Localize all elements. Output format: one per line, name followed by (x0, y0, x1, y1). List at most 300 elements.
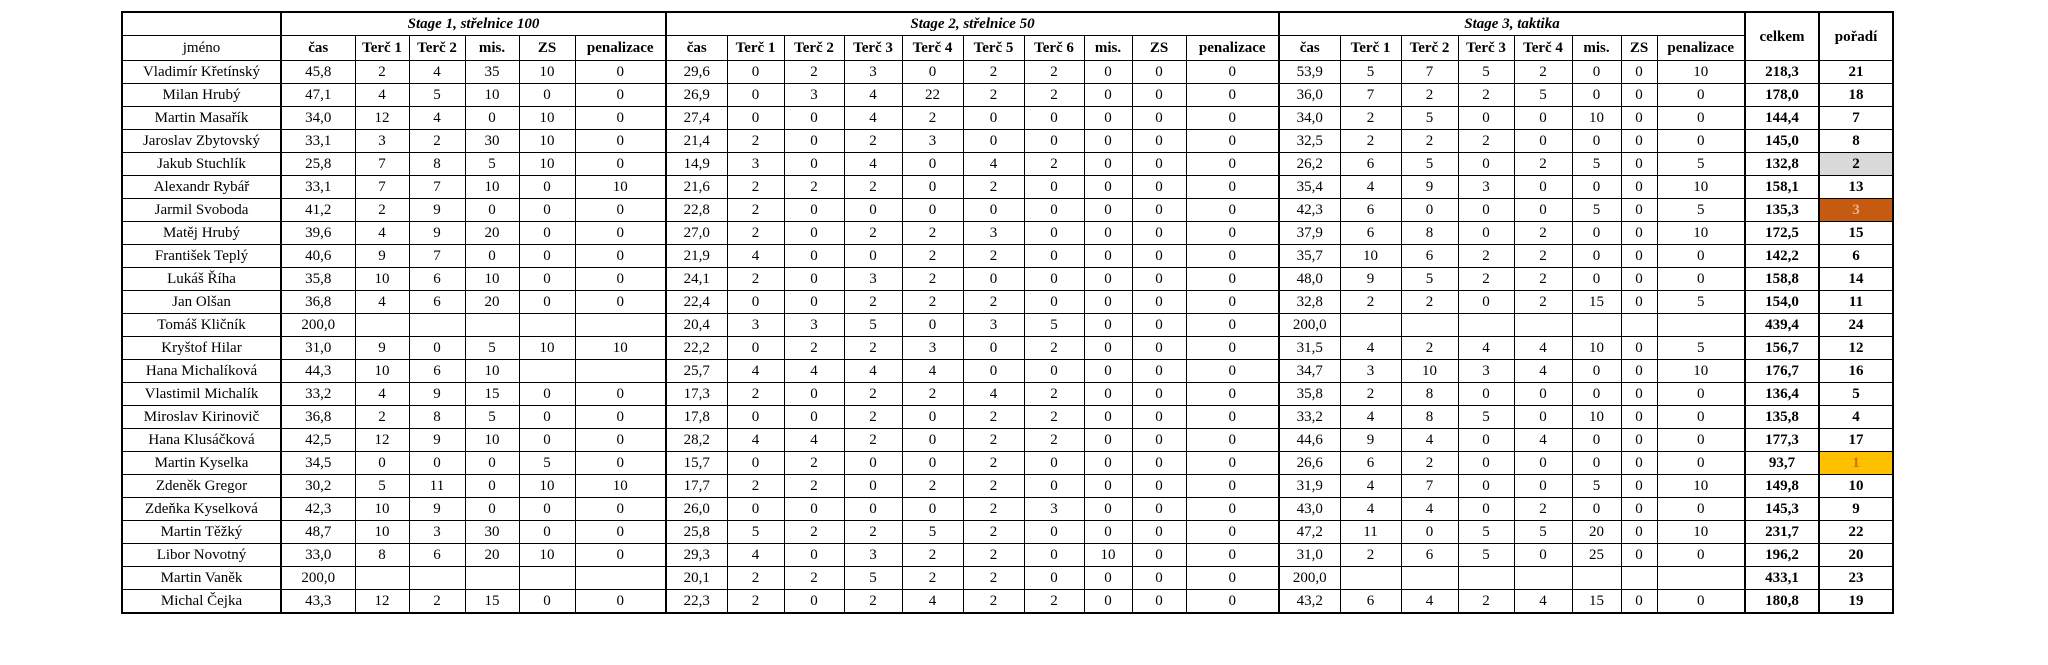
s2-cell: 0 (1024, 291, 1084, 314)
s3-cell: 5 (1572, 199, 1621, 222)
s3-cell: 6 (1340, 590, 1401, 614)
s2-cell: 2 (963, 429, 1024, 452)
s3-cell: 31,5 (1279, 337, 1340, 360)
s1-cell: 33,2 (281, 383, 355, 406)
s3-cell: 2 (1514, 291, 1572, 314)
s3-cell (1401, 567, 1458, 590)
s2-cell: 0 (902, 452, 963, 475)
s2-cell: 0 (902, 199, 963, 222)
s1-cell: 0 (575, 130, 666, 153)
s3-cell (1657, 567, 1745, 590)
s1-cell: 8 (355, 544, 409, 567)
s2-cell: 21,4 (666, 130, 727, 153)
s1-cell: 0 (519, 176, 575, 199)
s3-cell: 0 (1572, 222, 1621, 245)
rank-cell: 10 (1819, 475, 1893, 498)
s2-cell: 0 (1084, 176, 1132, 199)
s2-cell: 2 (963, 498, 1024, 521)
s3-cell: 0 (1621, 475, 1657, 498)
s1-cell: 10 (575, 475, 666, 498)
s2-cell: 0 (784, 383, 844, 406)
competitor-name: Hana Michalíková (122, 360, 281, 383)
stage2-col-header: Terč 5 (963, 36, 1024, 61)
rank-cell: 22 (1819, 521, 1893, 544)
table-row (122, 475, 1893, 498)
s2-cell: 0 (1084, 498, 1132, 521)
competitor-name: Zdeněk Gregor (122, 475, 281, 498)
results-sheet (121, 11, 1894, 614)
s1-cell: 10 (465, 268, 519, 291)
s1-cell: 0 (409, 452, 465, 475)
s1-cell: 5 (355, 475, 409, 498)
s3-cell: 5 (1514, 521, 1572, 544)
s2-cell: 0 (1186, 521, 1279, 544)
s1-cell: 0 (355, 452, 409, 475)
s2-cell: 2 (902, 107, 963, 130)
s3-cell: 10 (1657, 521, 1745, 544)
s3-cell: 0 (1621, 199, 1657, 222)
s1-cell (409, 567, 465, 590)
s3-cell: 5 (1657, 199, 1745, 222)
s1-cell: 30,2 (281, 475, 355, 498)
s2-cell: 0 (1186, 107, 1279, 130)
s2-cell: 5 (902, 521, 963, 544)
s3-cell: 20 (1572, 521, 1621, 544)
s2-cell: 2 (963, 475, 1024, 498)
s3-cell: 0 (1657, 429, 1745, 452)
s2-cell: 0 (1132, 199, 1186, 222)
s1-cell (355, 314, 409, 337)
rank-header: pořadí (1819, 12, 1893, 61)
s2-cell: 2 (963, 521, 1024, 544)
s2-cell: 0 (1024, 107, 1084, 130)
s3-cell: 4 (1340, 475, 1401, 498)
s1-cell: 12 (355, 590, 409, 614)
s2-cell: 4 (727, 544, 784, 567)
s2-cell: 2 (844, 130, 902, 153)
competitor-name: Martin Kyselka (122, 452, 281, 475)
s1-cell: 35 (465, 61, 519, 84)
s1-cell: 0 (575, 498, 666, 521)
s3-cell: 0 (1621, 521, 1657, 544)
s1-cell: 7 (355, 153, 409, 176)
s1-cell: 10 (355, 521, 409, 544)
s3-cell: 5 (1458, 406, 1514, 429)
s3-cell: 2 (1514, 498, 1572, 521)
table-row (122, 429, 1893, 452)
s2-cell: 0 (1132, 567, 1186, 590)
s2-cell: 0 (1132, 245, 1186, 268)
competitor-name: Jarmil Svoboda (122, 199, 281, 222)
s3-cell: 0 (1657, 498, 1745, 521)
s1-cell (519, 360, 575, 383)
s3-cell: 5 (1458, 521, 1514, 544)
s1-cell: 15 (465, 590, 519, 614)
s1-cell: 10 (355, 498, 409, 521)
s2-cell: 0 (902, 176, 963, 199)
s2-cell: 2 (844, 406, 902, 429)
s1-cell: 6 (409, 268, 465, 291)
s2-cell: 2 (844, 429, 902, 452)
s1-cell: 20 (465, 222, 519, 245)
s2-cell: 20,4 (666, 314, 727, 337)
s3-cell: 10 (1340, 245, 1401, 268)
s2-cell: 4 (963, 153, 1024, 176)
s2-cell: 2 (844, 521, 902, 544)
s3-cell: 0 (1514, 199, 1572, 222)
s3-cell: 2 (1514, 61, 1572, 84)
s1-cell: 10 (519, 107, 575, 130)
s2-cell: 0 (844, 199, 902, 222)
s1-cell: 0 (575, 84, 666, 107)
s3-cell: 0 (1458, 291, 1514, 314)
s2-cell: 2 (784, 452, 844, 475)
s2-cell: 2 (1024, 590, 1084, 614)
s3-cell: 26,2 (1279, 153, 1340, 176)
s1-cell: 0 (519, 521, 575, 544)
s2-cell: 0 (902, 406, 963, 429)
s2-cell: 2 (963, 84, 1024, 107)
s1-cell: 36,8 (281, 291, 355, 314)
s3-cell: 2 (1458, 130, 1514, 153)
s3-cell: 0 (1572, 61, 1621, 84)
s1-cell: 34,0 (281, 107, 355, 130)
s2-cell: 0 (727, 337, 784, 360)
column-header-row (122, 36, 1893, 61)
s2-cell: 0 (1186, 475, 1279, 498)
s3-cell: 0 (1657, 452, 1745, 475)
s2-cell: 2 (1024, 429, 1084, 452)
s2-cell: 0 (727, 498, 784, 521)
stage3-col-header: čas (1279, 36, 1340, 61)
s3-cell: 0 (1621, 130, 1657, 153)
s1-cell: 9 (355, 337, 409, 360)
s3-cell: 0 (1514, 452, 1572, 475)
rank-cell: 9 (1819, 498, 1893, 521)
s1-cell: 0 (519, 199, 575, 222)
s3-cell: 43,2 (1279, 590, 1340, 614)
s2-cell: 3 (727, 314, 784, 337)
s1-cell: 200,0 (281, 567, 355, 590)
rank-cell: 20 (1819, 544, 1893, 567)
s3-cell: 0 (1572, 383, 1621, 406)
rank-cell: 16 (1819, 360, 1893, 383)
s1-cell: 0 (409, 337, 465, 360)
s3-cell: 43,0 (1279, 498, 1340, 521)
competitor-name: František Teplý (122, 245, 281, 268)
s3-cell: 2 (1401, 84, 1458, 107)
s2-cell: 0 (844, 498, 902, 521)
s2-cell: 0 (1084, 452, 1132, 475)
s1-cell: 42,3 (281, 498, 355, 521)
s3-cell: 2 (1401, 452, 1458, 475)
s1-cell (519, 567, 575, 590)
s3-cell: 0 (1621, 222, 1657, 245)
s2-cell: 0 (1186, 590, 1279, 614)
s2-cell: 0 (1186, 199, 1279, 222)
s2-cell: 0 (1024, 222, 1084, 245)
s3-cell: 0 (1621, 61, 1657, 84)
s2-cell: 4 (844, 153, 902, 176)
name-column-header: jméno (122, 36, 281, 61)
s2-cell: 0 (1186, 429, 1279, 452)
s2-cell: 0 (1186, 383, 1279, 406)
s1-cell: 2 (355, 199, 409, 222)
total-score: 142,2 (1745, 245, 1819, 268)
table-row (122, 130, 1893, 153)
s3-cell: 5 (1514, 84, 1572, 107)
s1-cell (519, 314, 575, 337)
s1-cell: 41,2 (281, 199, 355, 222)
s2-cell: 0 (727, 406, 784, 429)
s3-cell: 0 (1621, 383, 1657, 406)
stage2-col-header: čas (666, 36, 727, 61)
s1-cell: 45,8 (281, 61, 355, 84)
s3-cell: 0 (1621, 107, 1657, 130)
stage1-col-header: Terč 1 (355, 36, 409, 61)
s2-cell: 2 (963, 291, 1024, 314)
s2-cell: 0 (1186, 130, 1279, 153)
s3-cell: 0 (1458, 153, 1514, 176)
s2-cell: 0 (1132, 268, 1186, 291)
stage3-header: Stage 3, taktika (1279, 12, 1745, 36)
s3-cell: 2 (1514, 268, 1572, 291)
s1-cell: 11 (409, 475, 465, 498)
stage2-header: Stage 2, střelnice 50 (666, 12, 1279, 36)
table-row (122, 337, 1893, 360)
s3-cell: 10 (1657, 61, 1745, 84)
s3-cell: 0 (1621, 153, 1657, 176)
s3-cell: 4 (1514, 360, 1572, 383)
s1-cell (465, 567, 519, 590)
s3-cell: 0 (1458, 498, 1514, 521)
s3-cell: 0 (1657, 268, 1745, 291)
s2-cell: 0 (902, 498, 963, 521)
s2-cell: 0 (1186, 61, 1279, 84)
s2-cell: 28,2 (666, 429, 727, 452)
competitor-name: Milan Hrubý (122, 84, 281, 107)
total-score: 144,4 (1745, 107, 1819, 130)
s3-cell: 5 (1401, 268, 1458, 291)
s2-cell: 0 (1084, 360, 1132, 383)
s2-cell: 24,1 (666, 268, 727, 291)
s2-cell: 3 (963, 314, 1024, 337)
s2-cell: 0 (902, 153, 963, 176)
s2-cell: 29,6 (666, 61, 727, 84)
blank-corner (122, 12, 281, 36)
s2-cell: 2 (1024, 337, 1084, 360)
s2-cell: 2 (727, 475, 784, 498)
s2-cell: 2 (727, 199, 784, 222)
s3-cell: 32,5 (1279, 130, 1340, 153)
table-row (122, 84, 1893, 107)
s2-cell: 0 (1024, 245, 1084, 268)
s1-cell: 2 (355, 406, 409, 429)
rank-cell: 19 (1819, 590, 1893, 614)
s2-cell: 2 (784, 567, 844, 590)
competitor-name: Lukáš Říha (122, 268, 281, 291)
s2-cell: 0 (1084, 61, 1132, 84)
table-row (122, 590, 1893, 614)
s3-cell (1514, 567, 1572, 590)
s1-cell: 31,0 (281, 337, 355, 360)
s2-cell: 0 (1084, 337, 1132, 360)
s1-cell: 33,0 (281, 544, 355, 567)
s3-cell: 3 (1458, 360, 1514, 383)
s2-cell: 0 (784, 291, 844, 314)
stage2-col-header: Terč 6 (1024, 36, 1084, 61)
s2-cell: 0 (1084, 245, 1132, 268)
s1-cell: 9 (409, 199, 465, 222)
s3-cell: 0 (1657, 107, 1745, 130)
competitor-name: Martin Vaněk (122, 567, 281, 590)
s1-cell: 12 (355, 429, 409, 452)
s2-cell: 0 (1024, 130, 1084, 153)
s2-cell: 0 (902, 429, 963, 452)
total-score: 93,7 (1745, 452, 1819, 475)
s3-cell: 10 (1572, 107, 1621, 130)
rank-cell: 17 (1819, 429, 1893, 452)
s3-cell: 4 (1340, 498, 1401, 521)
s2-cell: 0 (1024, 544, 1084, 567)
s1-cell: 9 (409, 222, 465, 245)
s2-cell: 4 (902, 360, 963, 383)
s1-cell: 10 (519, 337, 575, 360)
s1-cell: 0 (575, 429, 666, 452)
stage2-col-header: ZS (1132, 36, 1186, 61)
s2-cell: 0 (963, 130, 1024, 153)
s3-cell: 0 (1657, 84, 1745, 107)
s2-cell: 2 (1024, 153, 1084, 176)
s2-cell: 0 (1186, 314, 1279, 337)
total-score: 178,0 (1745, 84, 1819, 107)
s3-cell: 15 (1572, 590, 1621, 614)
s2-cell: 2 (963, 406, 1024, 429)
s2-cell: 26,0 (666, 498, 727, 521)
s3-cell: 0 (1572, 176, 1621, 199)
s3-cell: 36,0 (1279, 84, 1340, 107)
table-row (122, 452, 1893, 475)
s2-cell: 0 (1132, 314, 1186, 337)
s2-cell: 20,1 (666, 567, 727, 590)
rank-cell: 5 (1819, 383, 1893, 406)
s3-cell: 4 (1514, 429, 1572, 452)
s3-cell: 0 (1621, 498, 1657, 521)
s3-cell: 0 (1621, 245, 1657, 268)
s3-cell: 0 (1572, 452, 1621, 475)
total-header: celkem (1745, 12, 1819, 61)
s1-cell: 6 (409, 291, 465, 314)
s1-cell: 0 (575, 544, 666, 567)
s3-cell: 44,6 (1279, 429, 1340, 452)
s2-cell: 0 (1084, 567, 1132, 590)
s2-cell: 0 (784, 268, 844, 291)
s1-cell: 5 (465, 153, 519, 176)
s2-cell: 3 (902, 337, 963, 360)
s1-cell: 0 (575, 406, 666, 429)
s2-cell: 0 (784, 153, 844, 176)
competitor-name: Kryštof Hilar (122, 337, 281, 360)
s3-cell: 0 (1458, 475, 1514, 498)
table-row (122, 567, 1893, 590)
table-row (122, 406, 1893, 429)
s3-cell: 2 (1514, 245, 1572, 268)
s1-cell: 44,3 (281, 360, 355, 383)
competitor-name: Vladimír Křetínský (122, 61, 281, 84)
s2-cell: 0 (963, 107, 1024, 130)
s1-cell: 0 (465, 452, 519, 475)
total-score: 154,0 (1745, 291, 1819, 314)
s2-cell: 2 (1024, 406, 1084, 429)
s2-cell: 0 (784, 544, 844, 567)
s1-cell: 0 (465, 498, 519, 521)
s3-cell (1621, 567, 1657, 590)
s2-cell: 2 (902, 567, 963, 590)
s2-cell: 0 (1132, 337, 1186, 360)
s2-cell: 2 (844, 176, 902, 199)
s2-cell: 2 (902, 383, 963, 406)
s1-cell: 5 (465, 406, 519, 429)
s1-cell: 0 (575, 268, 666, 291)
s3-cell: 0 (1572, 130, 1621, 153)
s1-cell: 0 (519, 245, 575, 268)
s2-cell: 0 (1186, 406, 1279, 429)
s3-cell: 0 (1401, 199, 1458, 222)
s2-cell: 25,8 (666, 521, 727, 544)
s2-cell: 0 (1024, 176, 1084, 199)
s2-cell: 0 (1132, 383, 1186, 406)
s3-cell: 32,8 (1279, 291, 1340, 314)
s2-cell: 2 (844, 337, 902, 360)
s3-cell: 9 (1340, 268, 1401, 291)
s1-cell: 3 (409, 521, 465, 544)
table-row (122, 383, 1893, 406)
s3-cell: 0 (1572, 429, 1621, 452)
s1-cell: 0 (519, 498, 575, 521)
rank-cell: 21 (1819, 61, 1893, 84)
s1-cell: 4 (409, 61, 465, 84)
s3-cell: 6 (1340, 199, 1401, 222)
s2-cell: 0 (784, 199, 844, 222)
s2-cell: 21,9 (666, 245, 727, 268)
s3-cell: 5 (1572, 475, 1621, 498)
s1-cell: 0 (575, 107, 666, 130)
total-score: 196,2 (1745, 544, 1819, 567)
s3-cell: 5 (1657, 153, 1745, 176)
s1-cell: 5 (465, 337, 519, 360)
s3-cell: 5 (1657, 291, 1745, 314)
s2-cell: 0 (1186, 84, 1279, 107)
s2-cell: 0 (1084, 406, 1132, 429)
s2-cell: 2 (902, 222, 963, 245)
stage1-col-header: Terč 2 (409, 36, 465, 61)
stage-header-row (122, 12, 1893, 36)
s2-cell: 0 (1132, 590, 1186, 614)
s3-cell: 0 (1657, 406, 1745, 429)
s3-cell (1572, 314, 1621, 337)
s1-cell: 10 (575, 176, 666, 199)
rank-cell: 14 (1819, 268, 1893, 291)
s3-cell: 0 (1572, 84, 1621, 107)
total-score: 218,3 (1745, 61, 1819, 84)
s2-cell: 0 (1084, 84, 1132, 107)
stage2-col-header: mis. (1084, 36, 1132, 61)
s1-cell: 7 (409, 176, 465, 199)
s2-cell: 25,7 (666, 360, 727, 383)
s2-cell: 0 (1132, 406, 1186, 429)
s2-cell: 0 (1084, 521, 1132, 544)
total-score: 135,3 (1745, 199, 1819, 222)
